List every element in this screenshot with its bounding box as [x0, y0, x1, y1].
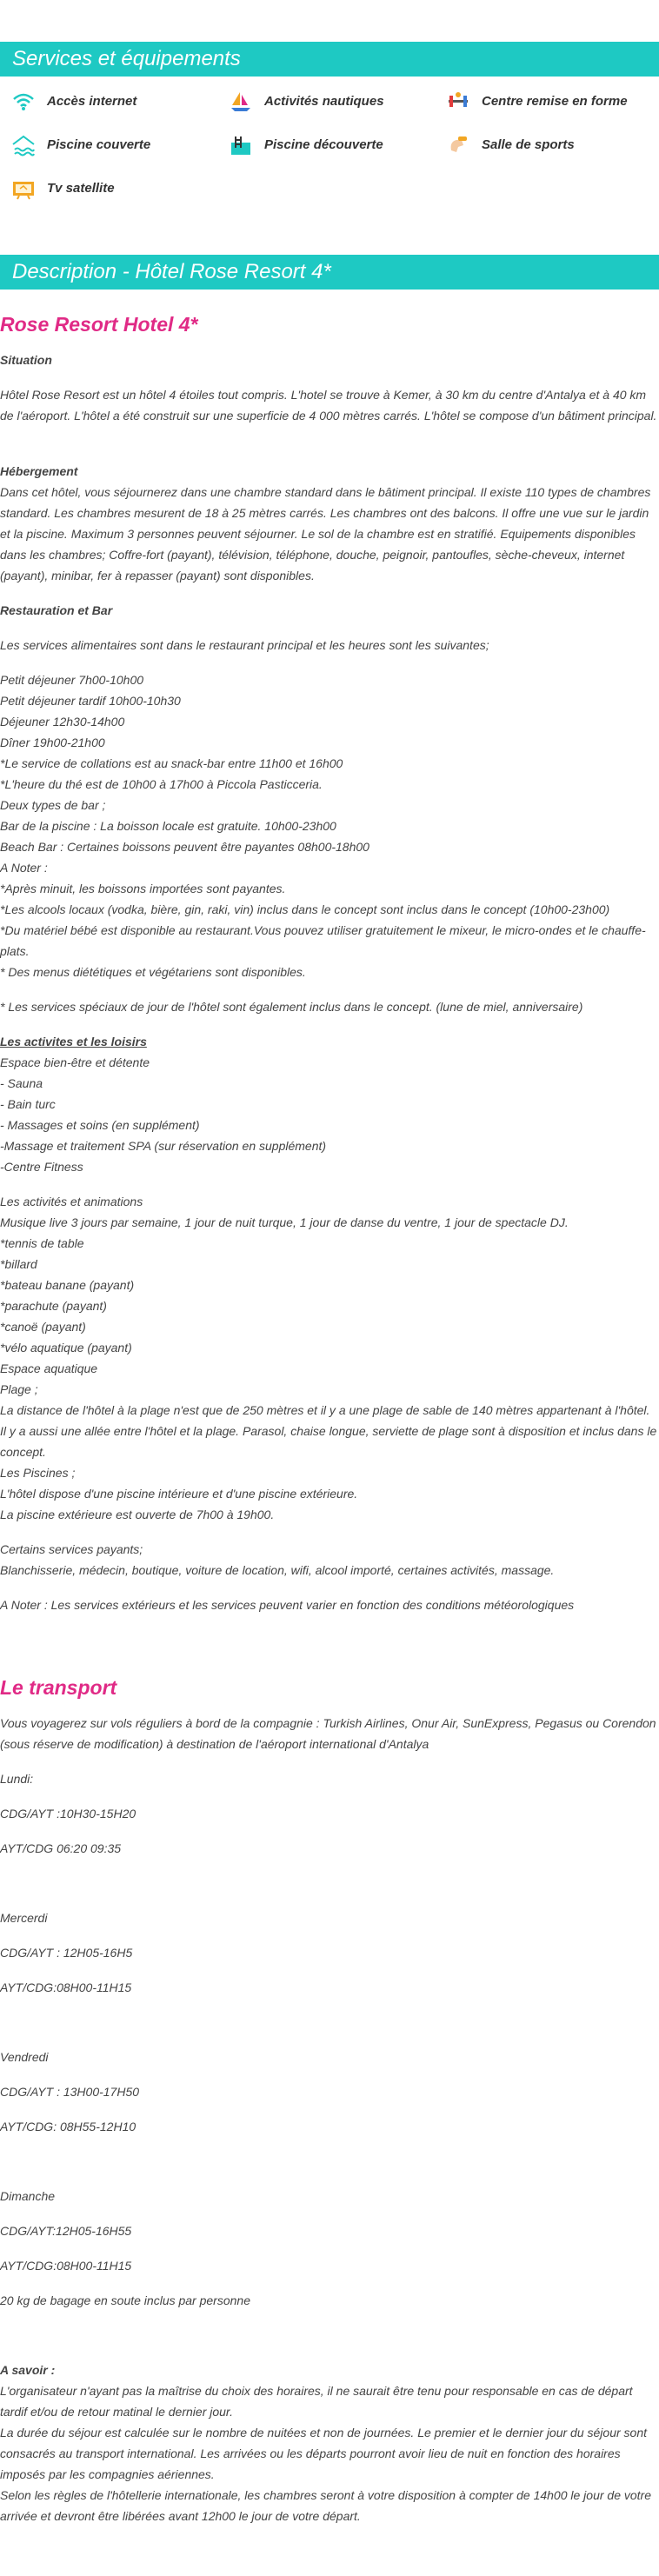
schedule-back: AYT/CDG 06:20 09:35 — [0, 1841, 122, 1855]
restauration-line: Petit déjeuner 7h00-10h00 — [0, 673, 144, 687]
animation-line: *parachute (payant) — [0, 1299, 107, 1313]
hebergement-text: Dans cet hôtel, vous séjournerez dans une chambre standard dans le bâtiment principal. Il existe 110 types de chambres standard. Les chambres mesurent de 18 à 25 mètres carrés. Les chambres ont des balcons. Il offre une vue sur le jardin et la piscine. Maximum 3 personnes peuvent séjourner. Le sol de la chambre est en stratifié. Equipements disponibles dans les chambres; Coffre-fort (payant), télévision, téléphone, douche, peignoir, pantoufles, sèche-cheveux, internet (payant), minibar, fer à repasser (payant) sont disponibles. — [0, 485, 651, 582]
outdoor-pool-icon — [228, 132, 254, 158]
services-heading: Services et équipements — [0, 42, 659, 77]
service-fitness — [445, 89, 628, 115]
schedule-back: AYT/CDG: 08H55-12H10 — [0, 2120, 136, 2133]
restauration-line: Deux types de bar ; — [0, 798, 106, 812]
situation-text: Hôtel Rose Resort est un hôtel 4 étoiles tout compris. L'hotel se trouve à Kemer, à 30 km du centre d'Antalya et à 40 km de l'aéroport. L'hôtel a été construit sur une superficie de 4 000 mètres carrés. L'hôtel se compose d'un bâtiment principal. — [0, 388, 657, 423]
service-outdoor-pool — [228, 132, 383, 158]
animation-line: Plage ; — [0, 1382, 38, 1396]
gym-icon — [445, 132, 471, 158]
restauration-label: Restauration et Bar — [0, 603, 113, 617]
schedule-out: CDG/AYT : 13H00-17H50 — [0, 2085, 140, 2099]
wellness-line: Espace bien-être et détente — [0, 1055, 150, 1069]
restauration-line: Bar de la piscine : La boisson locale est gratuite. 10h00-23h00 — [0, 819, 336, 833]
description-heading: Description - Hôtel Rose Resort 4* — [0, 255, 659, 290]
transport-intro: Vous voyagerez sur vols réguliers à bord de la compagnie : Turkish Airlines, Onur Air, SunExpress, Pegasus ou Corendon (sous réserve de modification) à destination de l'aéroport international d'Antalya — [0, 1716, 656, 1751]
schedule-day: Mercerdi — [0, 1911, 48, 1925]
fitness-icon — [445, 89, 471, 115]
restauration-line: *Le service de collations est au snack-bar entre 11h00 et 16h00 — [0, 756, 343, 770]
animation-list — [0, 1191, 659, 1525]
savoir-line: Selon les règles de l'hôtellerie internationale, les chambres seront à votre disposition à compter de 14h00 le jour de votre arrivée et devront être libérées avant 12h00 le jour de votre départ. — [0, 2488, 651, 2523]
restauration-line: *L'heure du thé est de 10h00 à 17h00 à Piccola Pasticceria. — [0, 777, 323, 791]
wellness-list — [0, 1052, 659, 1177]
baggage-info: 20 kg de bagage en soute inclus par personne — [0, 2293, 250, 2307]
wellness-line: - Massages et soins (en supplément) — [0, 1118, 200, 1132]
animation-line: Musique live 3 jours par semaine, 1 jour de nuit turque, 1 jour de danse du ventre, 1 jour de spectacle DJ. — [0, 1215, 569, 1229]
animation-line: Espace aquatique — [0, 1361, 98, 1375]
wifi-icon — [10, 89, 37, 115]
schedule-out: CDG/AYT :10H30-15H20 — [0, 1807, 136, 1821]
restauration-line: * Des menus diététiques et végétariens sont disponibles. — [0, 965, 306, 979]
animation-line: Les activités et animations — [0, 1195, 143, 1208]
note-weather: A Noter : Les services extérieurs et les services peuvent varier en fonction des conditions météorologiques — [0, 1598, 575, 1612]
nautical-icon — [228, 89, 254, 115]
wellness-line: -Massage et traitement SPA (sur réservation en supplément) — [0, 1139, 327, 1153]
restauration-line: *Après minuit, les boissons importées sont payantes. — [0, 882, 286, 895]
restauration-list — [0, 669, 659, 982]
schedule-day: Dimanche — [0, 2189, 56, 2203]
indoor-pool-icon — [10, 132, 37, 158]
restauration-line: *Du matériel bébé est disponible au restaurant.Vous pouvez utiliser gratuitement le mixeur, le micro-ondes et le chauffe-plats. — [0, 923, 646, 958]
animation-line: La piscine extérieure est ouverte de 7h00 à 19h00. — [0, 1508, 275, 1521]
service-label: Piscine découverte — [264, 137, 383, 152]
restauration-line: Déjeuner 12h30-14h00 — [0, 715, 125, 729]
transport-title: Le transport — [0, 1676, 117, 1699]
service-indoor-pool — [10, 132, 150, 158]
situation-label: Situation — [0, 353, 52, 367]
animation-line: *bateau banane (payant) — [0, 1278, 135, 1292]
service-nautical — [228, 89, 384, 115]
animation-line: *tennis de table — [0, 1236, 84, 1250]
activites-label: Les activites et les loisirs — [0, 1035, 147, 1048]
schedule-day: Lundi: — [0, 1772, 34, 1786]
hebergement-label: Hébergement — [0, 464, 78, 478]
wellness-line: - Sauna — [0, 1076, 43, 1090]
restauration-intro: Les services alimentaires sont dans le restaurant principal et les heures sont les suivantes; — [0, 638, 489, 652]
paid-services — [0, 1539, 659, 1581]
restauration-line: Dîner 19h00-21h00 — [0, 736, 105, 749]
animation-line: *canoë (payant) — [0, 1320, 86, 1334]
paid-line: Certains services payants; — [0, 1542, 143, 1556]
service-gym — [445, 132, 575, 158]
special-services: * Les services spéciaux de jour de l'hôtel sont également inclus dans le concept. (lune de miel, anniversaire) — [0, 1000, 583, 1014]
schedule-day: Vendredi — [0, 2050, 49, 2064]
service-label: Accès internet — [47, 94, 137, 109]
schedule-out: CDG/AYT : 12H05-16H5 — [0, 1946, 133, 1960]
hotel-title: Rose Resort Hotel 4* — [0, 313, 198, 336]
wellness-line: -Centre Fitness — [0, 1160, 83, 1174]
animation-line: L'hôtel dispose d'une piscine intérieure et d'une piscine extérieure. — [0, 1487, 358, 1501]
animation-line: *vélo aquatique (payant) — [0, 1341, 132, 1355]
paid-line: Blanchisserie, médecin, boutique, voiture de location, wifi, alcool importé, certaines activités, massage. — [0, 1563, 555, 1577]
service-label: Centre remise en forme — [482, 94, 628, 109]
service-tv — [10, 176, 115, 202]
schedule-back: AYT/CDG:08H00-11H15 — [0, 1980, 132, 1994]
savoir-line: L'organisateur n'ayant pas la maîtrise du choix des horaires, il ne saurait être tenu pour responsable en cas de départ tardif et/ou de retour matinal le dernier jour. — [0, 2384, 633, 2419]
savoir-list — [0, 2380, 659, 2526]
restauration-line: Petit déjeuner tardif 10h00-10h30 — [0, 694, 181, 708]
animation-line: La distance de l'hôtel à la plage n'est que de 250 mètres et il y a une plage de sable de 140 mètres appartenant à l'hôtel. Il y a aussi une allée entre l'hôtel et la plage. Parasol, chaise longue, serviette de plage sont à disposition et inclus dans le concept. — [0, 1403, 657, 1459]
wellness-line: - Bain turc — [0, 1097, 56, 1111]
service-internet — [10, 89, 136, 115]
tv-icon — [10, 176, 37, 202]
service-label: Piscine couverte — [47, 137, 151, 152]
savoir-line: La durée du séjour est calculée sur le nombre de nuitées et non de journées. Le premier et le dernier jour du séjour sont consacrés au transport international. Les arrivées ou les départs pourront avoir lieu de nuit en fonction des horaires imposés par les compagnies aériennes. — [0, 2426, 648, 2481]
restauration-line: Beach Bar : Certaines boissons peuvent être payantes 08h00-18h00 — [0, 840, 369, 854]
service-label: Tv satellite — [47, 181, 115, 196]
service-label: Salle de sports — [482, 137, 575, 152]
service-label: Activités nautiques — [264, 94, 384, 109]
restauration-line: *Les alcools locaux (vodka, bière, gin, raki, vin) inclus dans le concept sont inclus dans le concept (10h00-23h00) — [0, 902, 610, 916]
restauration-line: A Noter : — [0, 861, 48, 875]
animation-line: *billard — [0, 1257, 37, 1271]
schedule-back: AYT/CDG:08H00-11H15 — [0, 2259, 132, 2273]
schedule-out: CDG/AYT:12H05-16H55 — [0, 2224, 132, 2238]
savoir-label: A savoir : — [0, 2363, 56, 2377]
animation-line: Les Piscines ; — [0, 1466, 76, 1480]
